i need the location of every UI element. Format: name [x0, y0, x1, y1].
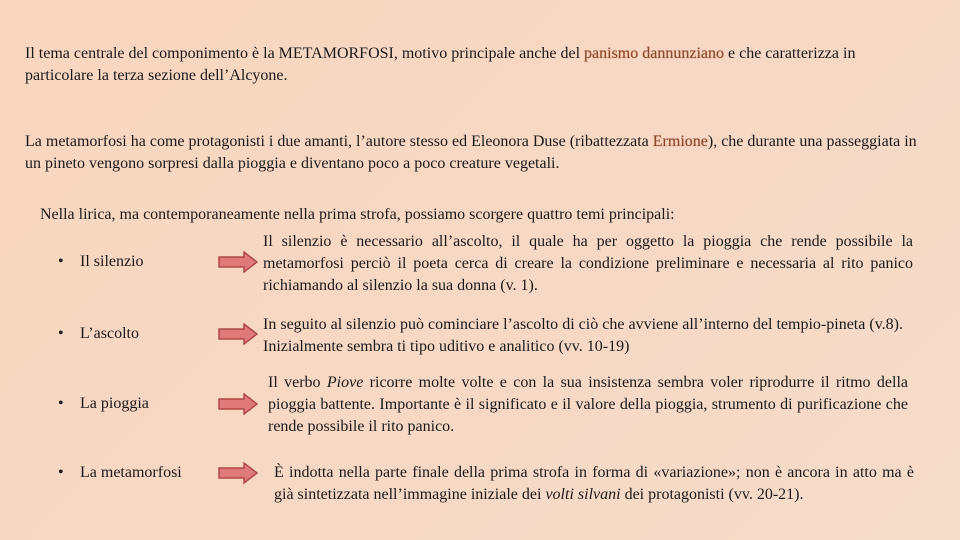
intro-p1-highlight: panismo dannunziano — [584, 45, 724, 62]
theme-label-metamorfosi — [58, 462, 182, 484]
intro-p2-text-a: La metamorfosi ha come protagonisti i due amanti, l’autore stesso ed Eleonora Duse (ribattezzata — [25, 133, 653, 150]
theme-description-metamorfosi — [274, 462, 914, 506]
intro-paragraph-3: Nella lirica, ma contemporaneamente nella prima strofa, possiamo scorgere quattro temi principali: — [40, 206, 675, 223]
bullet-dot: • — [58, 253, 64, 270]
right-arrow-icon — [218, 251, 258, 273]
theme-label-text: La pioggia — [80, 395, 149, 412]
desc-text-b: dei protagonisti (vv. 20-21). — [620, 486, 804, 503]
desc-text-b: ricorre molte volte e con la sua insistenza sembra voler riprodurre il ritmo della pioggia battente. Importante è il significato e il valore della pioggia, strumento di purificazione che rende possibile il rito panico. — [268, 374, 909, 435]
theme-description-silenzio: Il silenzio è necessario all’ascolto, il quale ha per oggetto la pioggia che rende possibile la metamorfosi perciò il poeta cerca di creare la condizione preliminare e necessaria al rito panico richiamando al silenzio la sua donna (v. 1). — [263, 233, 913, 294]
bullet-dot: • — [58, 325, 64, 342]
theme-label-pioggia — [58, 393, 149, 415]
intro-p2-highlight: Ermione — [652, 133, 708, 150]
intro-p1-text-a: Il tema centrale del componimento è la METAMORFOSI, motivo principale anche del — [25, 45, 585, 62]
theme-description-ascolto: In seguito al silenzio può cominciare l’ascolto di ciò che avviene all’interno del tempio-pineta (v.8). Inizialmente sembra ti tipo uditivo e analitico (vv. 10-19) — [263, 316, 903, 355]
bullet-dot: • — [58, 464, 64, 481]
theme-label-silenzio — [58, 251, 144, 273]
intro-paragraph-1 — [25, 43, 895, 87]
theme-description-pioggia — [268, 372, 908, 438]
intro-p1-text-b: e che caratterizza in particolare la terza sezione dell’Alcyone. — [25, 45, 856, 84]
desc-text-a: È indotta nella parte finale della prima strofa in forma di «variazione»; non è ancora in atto ma è già sintetizzata nell’immagine iniziale dei — [274, 464, 914, 503]
theme-label-text: La metamorfosi — [80, 464, 182, 481]
right-arrow-icon — [218, 393, 258, 415]
desc-italic: volti silvani — [545, 486, 621, 503]
desc-text-a: Il verbo — [268, 374, 327, 391]
right-arrow-icon — [218, 462, 258, 484]
right-arrow-icon — [218, 323, 258, 345]
intro-paragraph-2 — [25, 131, 925, 175]
desc-italic: Piove — [326, 374, 364, 391]
theme-label-text: Il silenzio — [80, 253, 144, 270]
bullet-dot: • — [58, 395, 64, 412]
theme-label-text: L’ascolto — [80, 325, 139, 342]
theme-label-ascolto — [58, 323, 139, 345]
intro-p2-text-b: ), che durante una passeggiata in un pineto vengono sorpresi dalla pioggia e diventano poco a poco creature vegetali. — [25, 133, 917, 172]
